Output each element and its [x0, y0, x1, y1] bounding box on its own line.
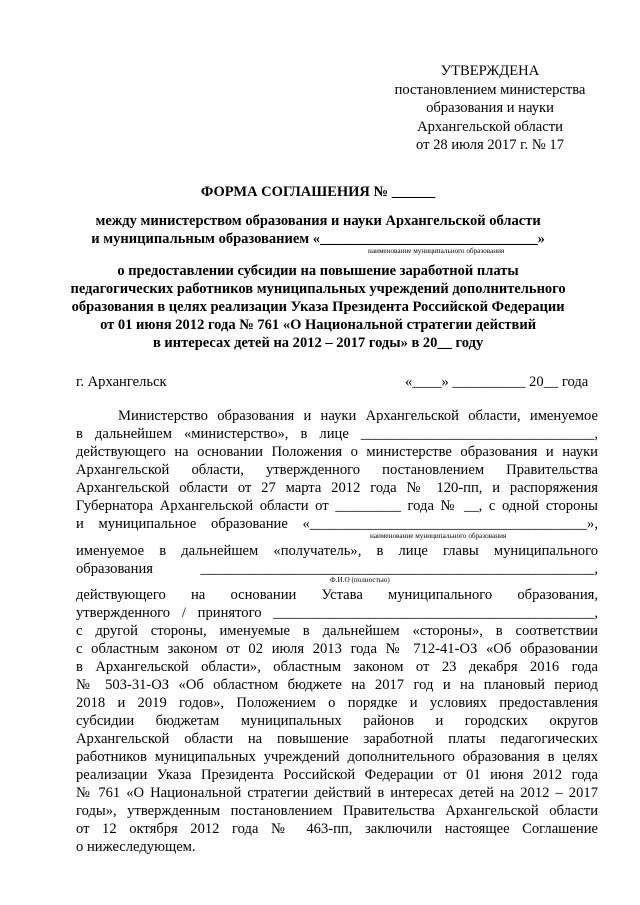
body-line: Министерство образования и науки Архангельской области, именуемое — [118, 408, 598, 424]
approval-block — [380, 62, 600, 155]
body-line: утвержденного / принятого ____________________________________________, — [76, 605, 598, 621]
approval-line: образования и науки — [426, 100, 554, 116]
subject-line-5: в интересах детей на 2012 – 2017 годы» в 20__ году — [152, 335, 484, 351]
approval-line: от 28 июля 2017 г. № 17 — [415, 137, 564, 153]
fio-caption: Ф.И.О (полностью) — [330, 576, 390, 584]
body-line: и муниципальное образование «______________________________________», — [76, 516, 598, 532]
approval-line: Архангельской области — [417, 118, 563, 135]
body-line: образования ______________________________________________________, — [76, 561, 598, 577]
parties-line-2: и муниципальным образованием «______________________________» — [91, 231, 545, 247]
approval-line: постановлением министерства — [394, 81, 586, 98]
subject-line-4: от 01 июня 2012 года № 761 «О Национальной стратегии действий — [100, 317, 537, 333]
body-line: о нижеследующем. — [76, 839, 196, 855]
form-title: ФОРМА СОГЛАШЕНИЯ № ______ — [200, 184, 436, 200]
body-line: Архангельской области от 27 марта 2012 года № 120-пп, и распоряжения — [76, 480, 598, 496]
municipality-caption: наименование муниципального образования — [368, 247, 505, 255]
subject-line-3: образования в целях реализации Указа Президента Российской Федерации — [71, 299, 565, 315]
body-line: в дальнейшем «министерство», в лице ________________________________, — [76, 426, 598, 442]
subject-line-1: о предоставлении субсидии на повышение заработной платы — [117, 263, 519, 279]
body-line: с областным законом от 02 июля 2013 года № 712-41-ОЗ «Об образовании — [76, 641, 598, 657]
body-line: в Архангельской области», областным законом от 23 декабря 2016 года — [76, 659, 598, 675]
date-field: «____» __________ 20__ года — [405, 374, 589, 390]
parties-line-1: между министерством образования и науки Архангельской области — [95, 213, 541, 229]
body-line: Архангельской области на повышение заработной платы педагогических — [76, 731, 598, 747]
body-line: действующего на основании Устава муниципального образования, — [76, 587, 598, 603]
body-line: реализации Указа Президента Российской Федерации от 01 июня 2012 года — [76, 767, 598, 783]
body-line: работников муниципальных учреждений дополнительного образования в целях — [76, 749, 598, 765]
body-line: субсидии бюджетам муниципальных районов и городских округов — [76, 713, 598, 729]
body-line: с другой стороны, именуемые в дальнейшем «стороны», в соответствии — [76, 623, 598, 639]
municipality-caption: наименование муниципального образования — [370, 532, 507, 540]
approval-title: УТВЕРЖДЕНА — [440, 63, 540, 79]
body-line: № 761 «О Национальной стратегии действий в интересах детей на 2012 – 2017 — [76, 785, 598, 801]
body-line: годы», утвержденным постановлением Правительства Архангельской области — [76, 803, 598, 819]
body-line: 2018 и 2019 годов», Положением о порядке и условиях предоставления — [76, 695, 598, 711]
body-line: Архангельской области, утвержденного постановлением Правительства — [76, 462, 598, 478]
city: г. Архангельск — [76, 374, 167, 390]
body-line: действующего на основании Положения о министерстве образования и науки — [76, 444, 598, 460]
body-line: № 503-31-ОЗ «Об областном бюджете на 2017 год и на плановый период — [76, 677, 598, 693]
subject-line-2: педагогических работников муниципальных учреждений дополнительного — [70, 281, 566, 297]
body-line: Губернатора Архангельской области от _________ года № __, с одной стороны — [76, 498, 598, 514]
body-line: именуемое в дальнейшем «получатель», в лице главы муниципального — [76, 543, 598, 559]
body-line: от 12 октября 2012 года № 463-пп, заключили настоящее Соглашение — [76, 821, 598, 837]
